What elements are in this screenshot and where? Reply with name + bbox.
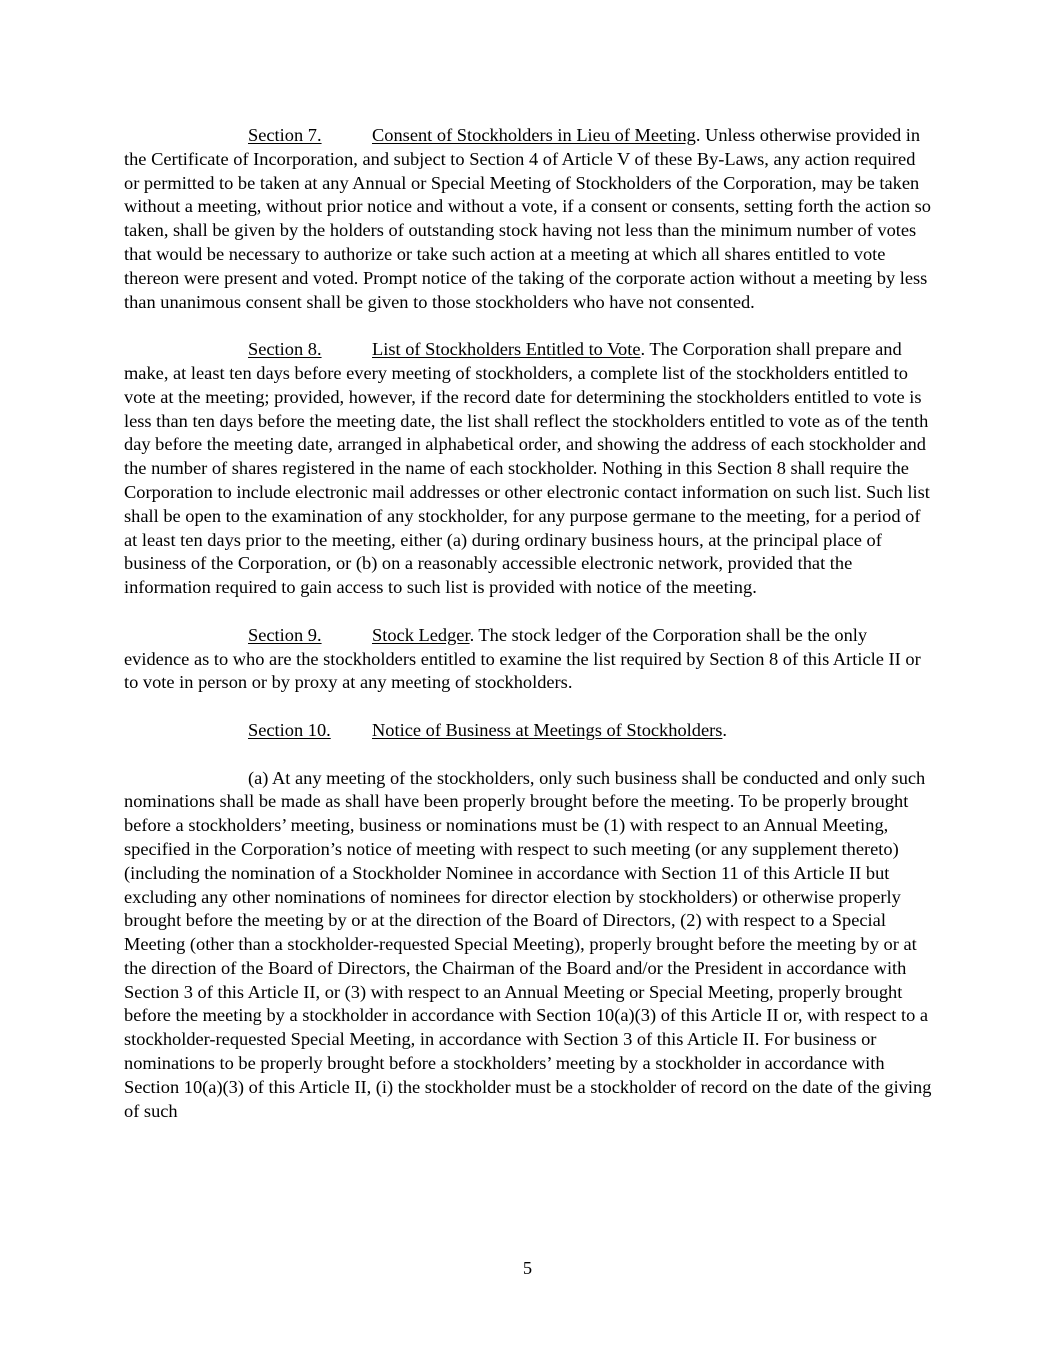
section-10-heading [124,719,934,743]
section-8-title-suffix: . [640,339,646,360]
document-page [124,124,934,1147]
section-9-body: The stock ledger of the Corporation shall be the only evidence as to who are the stockholders entitled to examine the list required by Section 8 of this Article II or to vote in person or by proxy at any meeting of stockholders. [124,624,921,693]
section-10a-body: (a) At any meeting of the stockholders, only such business shall be conducted and only such nominations shall be made as shall have been properly brought before the meeting. To be properly brought before a stockholders’ meeting, business or nominations must be (1) with respect to an Annual Meeting, specified in the Corporation’s notice of meeting with respect to such meeting (or any supplement thereto) (including the nomination of a Stockholder Nominee in accordance with Section 11 of this Article II but excluding any other nominations of nominees for director election by stockholders) or otherwise properly brought before the meeting by or at the direction of the Board of Directors, (2) with respect to a Special Meeting (other than a stockholder-requested Special Meeting), properly brought before the meeting by or at the direction of the Board of Directors, the Chairman of the Board and/or the President in accordance with Section 3 of this Article II, or (3) with respect to an Annual Meeting or Special Meeting, properly brought before the meeting by a stockholder in accordance with Section 10(a)(3) of this Article II or, with respect to a stockholder-requested Special Meeting, in accordance with Section 3 of this Article II. For business or nominations to be properly brought before a stockholders’ meeting by a stockholder in accordance with Section 10(a)(3) of this Article II, (i) the stockholder must be a stockholder of record on the date of the giving of such [124,767,932,1121]
section-7-paragraph [124,124,934,314]
section-10-title-suffix: . [722,719,728,740]
section-10-title: Notice of Business at Meetings of Stockholders [372,719,723,740]
section-7-title-suffix: . [695,125,701,145]
section-10-number: Section 10. [248,719,331,740]
page-number: 5 [522,1258,533,1278]
section-7-title: Consent of Stockholders in Lieu of Meeting [372,125,696,145]
section-9-number: Section 9. [248,624,322,645]
section-9-paragraph [124,624,934,695]
section-7-body: Unless otherwise provided in the Certificate of Incorporation, and subject to Section 4 of Article V of these By-Laws, any action required or permitted to be taken at any Annual or Special Meeting of Stockholders of the Corporation, may be taken without a meeting, without prior notice and without a vote, if a consent or consents, setting forth the action so taken, shall be given by the holders of outstanding stock having not less than the minimum number of votes that would be necessary to authorize or take such action at a meeting at which all shares entitled to vote thereon were present and voted. Prompt notice of the taking of the corporate action without a meeting by less than unanimous consent shall be given to those stockholders who have not consented. [124,125,931,312]
section-8-number: Section 8. [248,339,322,360]
section-7-number: Section 7. [248,125,322,145]
section-9-title: Stock Ledger [372,624,470,645]
section-10a-paragraph [124,767,934,1124]
section-8-body: The Corporation shall prepare and make, at least ten days before every meeting of stockholders, a complete list of the stockholders entitled to vote at the meeting; provided, however, if the record date for determining the stockholders entitled to vote is less than ten days before the meeting date, the list shall reflect the stockholders entitled to vote as of the tenth day before the meeting date, arranged in alphabetical order, and showing the address of each stockholder and the number of shares registered in the name of each stockholder. Nothing in this Section 8 shall require the Corporation to include electronic mail addresses or other electronic contact information on such list. Such list shall be open to the examination of any stockholder, for any purpose germane to the meeting, for a period of at least ten days prior to the meeting, either (a) during ordinary business hours, at the principal place of business of the Corporation, or (b) on a reasonably accessible electronic network, provided that the information required to gain access to such list is provided with notice of the meeting. [124,339,930,598]
section-8-paragraph [124,338,934,600]
section-8-title: List of Stockholders Entitled to Vote [372,339,641,360]
section-9-title-suffix: . [469,624,475,645]
